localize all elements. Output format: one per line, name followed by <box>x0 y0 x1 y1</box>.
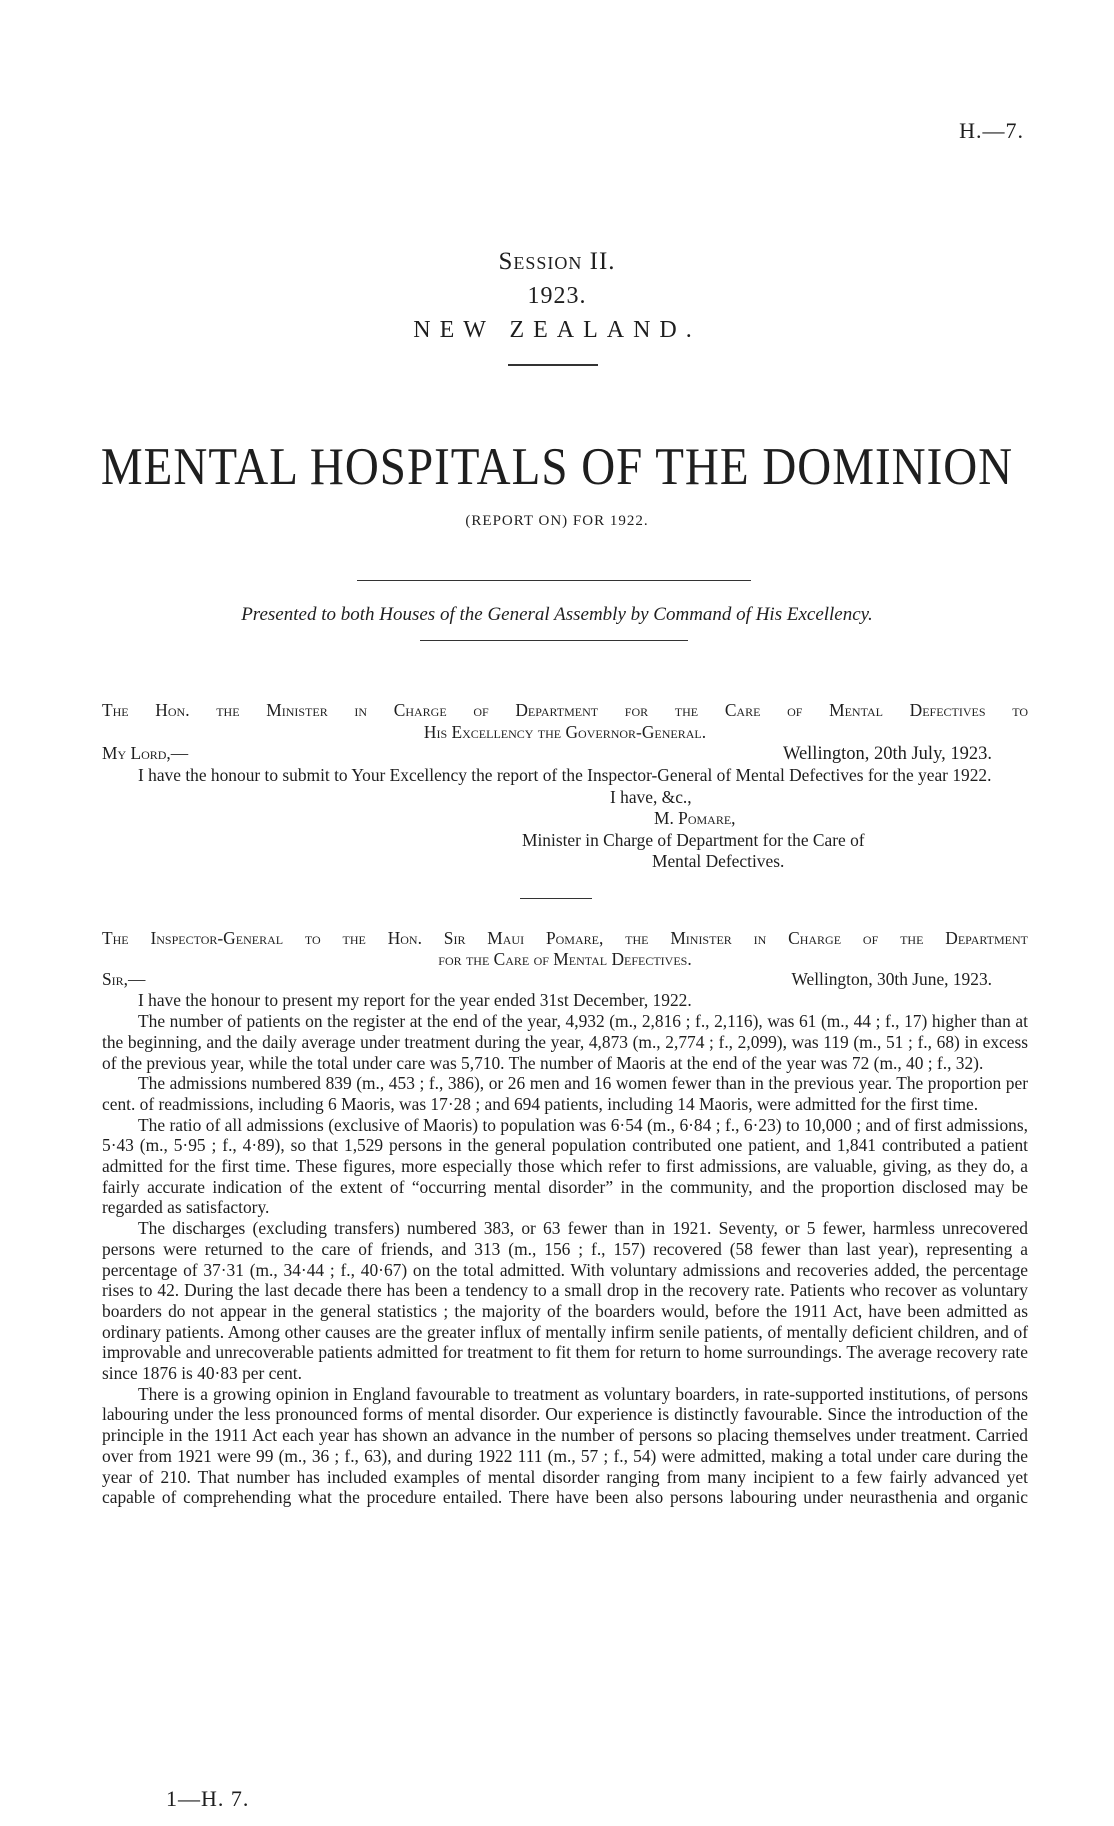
presentation-line: Presented to both Houses of the General Assembly by Command of His Excellency. <box>241 604 873 625</box>
report-addressee-line-2: for the Care of Mental Defectives. <box>438 948 692 969</box>
document-title: MENTAL HOSPITALS OF THE DOMINION <box>100 437 1014 497</box>
letter-title-line-2: Mental Defectives. <box>652 851 785 871</box>
divider-lower <box>420 640 688 641</box>
report-place-date: Wellington, 30th June, 1923. <box>791 969 992 990</box>
report-addressee-line-1: The Inspector-General to the Hon. Sir Maui Pomare, the Minister in Charge of the Department <box>102 928 1028 948</box>
letter-addressee-line-2: His Excellency the Governor-General. <box>423 721 707 742</box>
divider-short <box>508 364 598 366</box>
report-letter <box>102 928 1028 1508</box>
year-heading: 1923. <box>527 283 587 309</box>
document-subtitle: (REPORT ON) FOR 1922. <box>465 513 649 529</box>
document-reference: H.—7. <box>959 118 1024 143</box>
letter-addressee-line-1: The Hon. the Minister in Charge of Department for the Care of Mental Defectives to <box>102 700 1028 720</box>
report-paragraph: The number of patients on the register at the end of the year, 4,932 (m., 2,816 ; f., 2,116), was 61 (m., 44 ; f., 17) higher than at the beginning, and the daily average under treatment during the year, 4,873 (m., 2,774 ; f., 2,099), was 119 (m., 51 ; f., 68) in excess of the previous year, while the total under care was 5,710. The number of Maoris at the end of the year was 72 (m., 40 ; f., 32). <box>102 1011 1028 1073</box>
letter-closing: I have, &c., <box>610 786 692 807</box>
page-footer-reference: 1—H. 7. <box>166 1786 250 1811</box>
report-paragraph: The discharges (excluding transfers) numbered 383, or 63 fewer than in 1921. Seventy, or 5 fewer, harmless unrecovered persons were returned to the care of friends, and 313 (m., 156 ; f., 157) recovered (58 fewer than last year), representing a percentage of 37·31 (m., 34·44 ; f., 40·67) on the total admitted. With voluntary admissions and recoveries added, the percentage rises to 42. During the last decade there has been a tendency to a small drop in the recovery rate. Patients who recover as voluntary boarders do not appear in the general statistics ; the majority of the boarders would, before the 1911 Act, have been admitted as ordinary patients. Among other causes are the greater influx of mentally infirm senile patients, of mentally deficient children, and of improvable and unrecoverable patients admitted for treatment to fit them for return to home surroundings. The average recovery rate since 1876 is 40·83 per cent. <box>102 1218 1028 1384</box>
divider-section <box>520 898 592 899</box>
minister-letter <box>102 700 1028 873</box>
report-salutation: Sir,— <box>102 969 146 990</box>
report-paragraph: There is a growing opinion in England favourable to treatment as voluntary boarders, in rate-supported institutions, of persons labouring under the less pronounced forms of mental disorder. Our experience is distinctly favourable. Since the introduction of the principle in the 1911 Act each year has shown an advance in the number of persons so placing themselves under treatment. Carried over from 1921 were 99 (m., 36 ; f., 63), and during 1922 111 (m., 57 ; f., 54) were admitted, making a total under care during the year of 210. That number has included examples of mental disorder ranging from many incipient to a few fairly advanced yet capable of comprehending what the procedure entailed. There have been also persons labouring under neurasthenia and organic <box>102 1383 1028 1508</box>
report-paragraph: The admissions numbered 839 (m., 453 ; f., 386), or 26 men and 16 women fewer than in the previous year. The proportion per cent. of readmissions, including 6 Maoris, was 17·28 ; and 694 patients, including 14 Maoris, were admitted for the first time. <box>102 1073 1028 1114</box>
report-paragraph: The ratio of all admissions (exclusive of Maoris) to population was 6·54 (m., 6·84 ; f., 6·23) to 10,000 ; and of first admissions, 5·43 (m., 5·95 ; f., 4·89), so that 1,529 persons in the general population contributed one patient, and 1,841 contributed a patient admitted for the first time. These figures, more especially those which refer to first admissions, are valuable, giving, as they do, a fairly accurate indication of the extent of “occurring mental disorder” in the community, and the proportion disclosed may be regarded as satisfactory. <box>102 1114 1028 1218</box>
letter-title-line-1: Minister in Charge of Department for the Care of <box>522 829 865 850</box>
letter-signatory: M. Pomare, <box>654 808 736 828</box>
session-heading: Session II. <box>498 248 616 275</box>
letter-salutation: My Lord,— <box>102 743 189 763</box>
letter-place-date: Wellington, 20th July, 1923. <box>782 744 992 764</box>
country-heading: NEW ZEALAND. <box>413 317 701 343</box>
report-paragraph: I have the honour to present my report for the year ended 31st December, 1922. <box>138 990 692 1011</box>
letter-body: I have the honour to submit to Your Excellency the report of the Inspector-General of Mental Defectives for the year 1922. <box>138 765 992 785</box>
divider-upper <box>357 580 751 581</box>
